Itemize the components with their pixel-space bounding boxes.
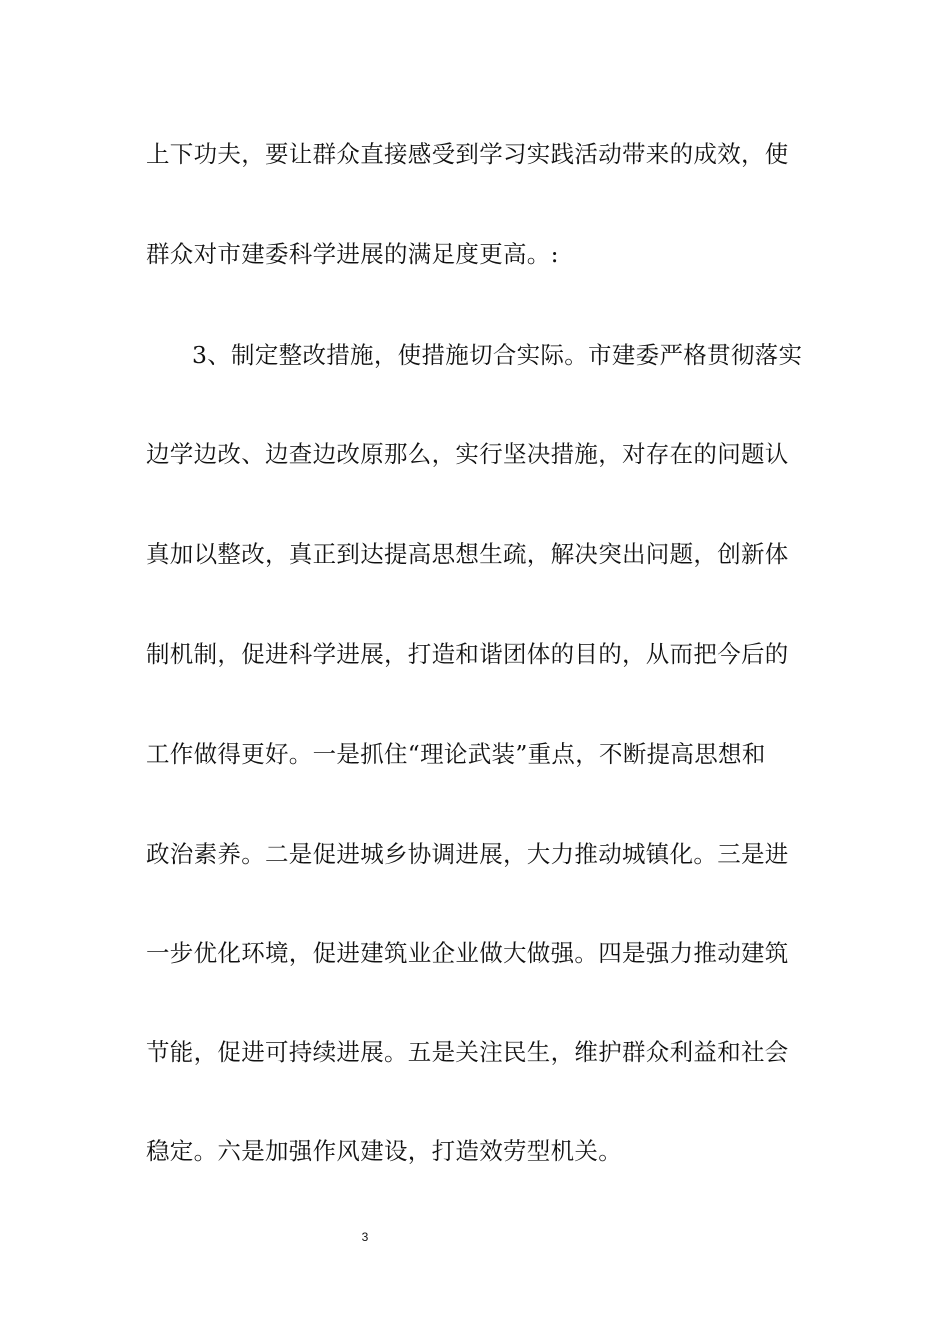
text-line-4: 边学边改、边查边改原那么，实行坚决措施，对存在的问题认 [146,440,789,468]
page-number: 3 [361,1230,369,1244]
text-line-11: 稳定。六是加强作风建设，打造效劳型机关。 [146,1137,622,1165]
text-line-8: 政治素养。二是促进城乡协调进展，大力推动城镇化。三是进 [146,840,789,868]
text-line-10: 节能，促进可持续进展。五是关注民生，维护群众利益和社会 [146,1038,789,1066]
text-line-7: 工作做得更好。一是抓住“理论武装”重点，不断提高思想和 [146,740,766,768]
text-line-9: 一步优化环境，促进建筑业企业做大做强。四是强力推动建筑 [146,939,789,967]
text-line-3: 3、制定整改措施，使措施切合实际。市建委严格贯彻落实 [192,341,803,369]
text-line-2: 群众对市建委科学进展的满足度更高。: [146,240,559,268]
text-line-1: 上下功夫，要让群众直接感受到学习实践活动带来的成效，使 [146,140,789,168]
text-line-5: 真加以整改，真正到达提高思想生疏，解决突出问题，创新体 [146,540,789,568]
text-line-6: 制机制，促进科学进展，打造和谐团体的目的，从而把今后的 [146,640,789,668]
